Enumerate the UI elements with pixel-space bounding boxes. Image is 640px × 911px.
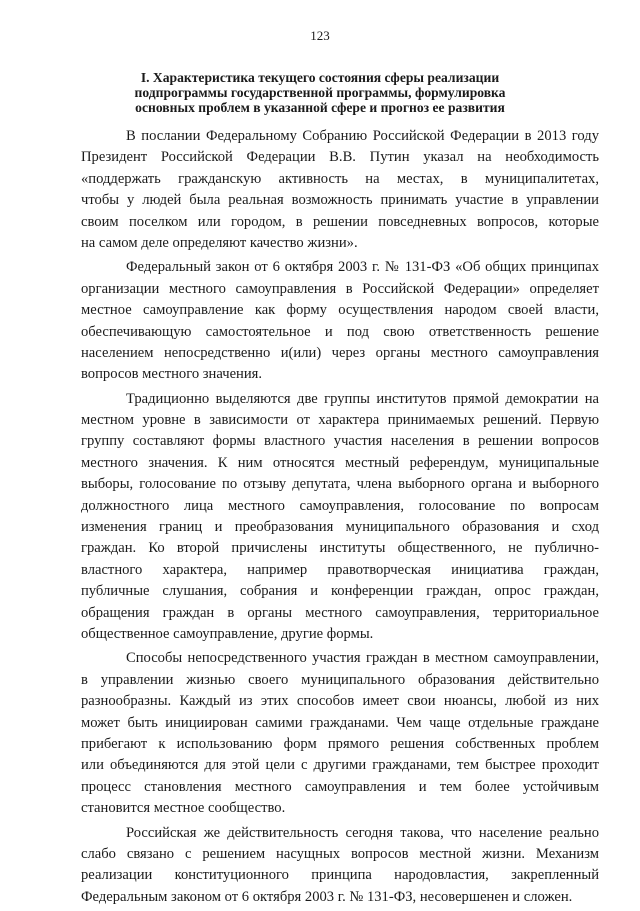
section-heading (80, 70, 560, 115)
page-number: 123 (310, 28, 330, 43)
heading-line: I. Характеристика текущего состояния сферы реализации (140, 70, 500, 85)
text-line: выборы, голосование по отзыву депутата, члена выборного органа и выборного (81, 476, 599, 493)
heading-line: основных проблем в указанной сфере и прогноз ее развития (135, 100, 505, 115)
text-line: Традиционно выделяются две группы институтов прямой демократии на (126, 390, 599, 407)
text-line: Президент Российской Федерации В.В. Путин указал на необходимость (81, 149, 599, 166)
text-line: обеспечивающую самостоятельное и под свою ответственность решение (81, 323, 599, 340)
text-line: или объединяются для этой цели с другими гражданами, тем быстрее проходит (81, 757, 599, 774)
text-line: реализации конституционного принципа народовластия, закрепленный (81, 867, 599, 884)
paragraph (81, 648, 599, 819)
text-line: Федеральным законом от 6 октября 2003 г. № 131-ФЗ, несовершенен и сложен. (81, 888, 573, 905)
text-line: населением непосредственно и(или) через органы местного самоуправления (81, 344, 599, 361)
text-line: местное самоуправление как форму осуществления народом своей власти, (81, 302, 599, 319)
text-line: должностного лица местного самоуправления, голосование по вопросам (81, 497, 599, 514)
text-line: на самом деле определяют качество жизни». (81, 234, 358, 251)
text-line: обращения граждан в органы местного самоуправления, территориальное (81, 604, 599, 621)
paragraph (81, 126, 599, 254)
text-line: процесс становления местного самоуправления и тем более устойчивым (81, 778, 599, 795)
text-line: вопросов местного значения. (81, 366, 263, 383)
text-line: группу составляют формы властного участия населения в решении вопросов (81, 433, 599, 450)
paragraph (81, 823, 599, 909)
text-line: в управлении жизнью своего муниципального образования действительно (81, 671, 599, 688)
text-line: становится местное сообщество. (81, 800, 286, 817)
text-line: разнообразны. Каждый из этих способов имеет свои нюансы, любой из них (81, 693, 599, 710)
text-line: Способы непосредственного участия граждан в местном самоуправлении, (126, 650, 599, 667)
text-line: изменения границ и преобразования муниципального образования и сход (81, 519, 599, 536)
text-line: общественное самоуправление, другие формы. (81, 625, 374, 642)
text-line: может быть инициирован самими гражданами. Чем чаще отдельные граждане (81, 714, 599, 731)
text-line: чтобы у людей была реальная возможность принимать участие в управлении (81, 192, 599, 209)
text-line: местного значения. К ним относятся местный референдум, муниципальные (81, 454, 599, 471)
text-line: слабо связано с решением насущных вопросов местной жизни. Механизм (81, 845, 599, 862)
text-line: В послании Федеральному Собранию Российской Федерации в 2013 году (126, 128, 599, 144)
text-line: организации местного самоуправления в Российской Федерации» определяет (81, 280, 599, 297)
text-line: публичные слушания, собрания и конференции граждан, опрос граждан, (81, 583, 599, 600)
paragraph (81, 389, 599, 646)
heading-line: подпрограммы государственной программы, формулировка (134, 85, 506, 100)
text-line: своим поселком или городом, в решении повседневных вопросов, которые (81, 213, 599, 230)
text-line: властного характера, например правотворческая инициатива граждан, (81, 561, 599, 578)
text-line: местном уровне в зависимости от характера принимаемых решений. Первую (81, 412, 599, 429)
text-line: Федеральный закон от 6 октября 2003 г. № 131-ФЗ «Об общих принципах (126, 259, 599, 276)
text-line: «поддержать гражданскую активность на местах, в муниципалитетах, (81, 170, 599, 187)
text-line: прибегают к использованию форм прямого решения собственных проблем (81, 735, 599, 752)
document-body (81, 126, 599, 911)
paragraph (81, 257, 599, 385)
text-line: граждан. Ко второй причислены институты общественного, не публично- (81, 540, 599, 557)
text-line: Российская же действительность сегодня такова, что население реально (126, 824, 599, 841)
